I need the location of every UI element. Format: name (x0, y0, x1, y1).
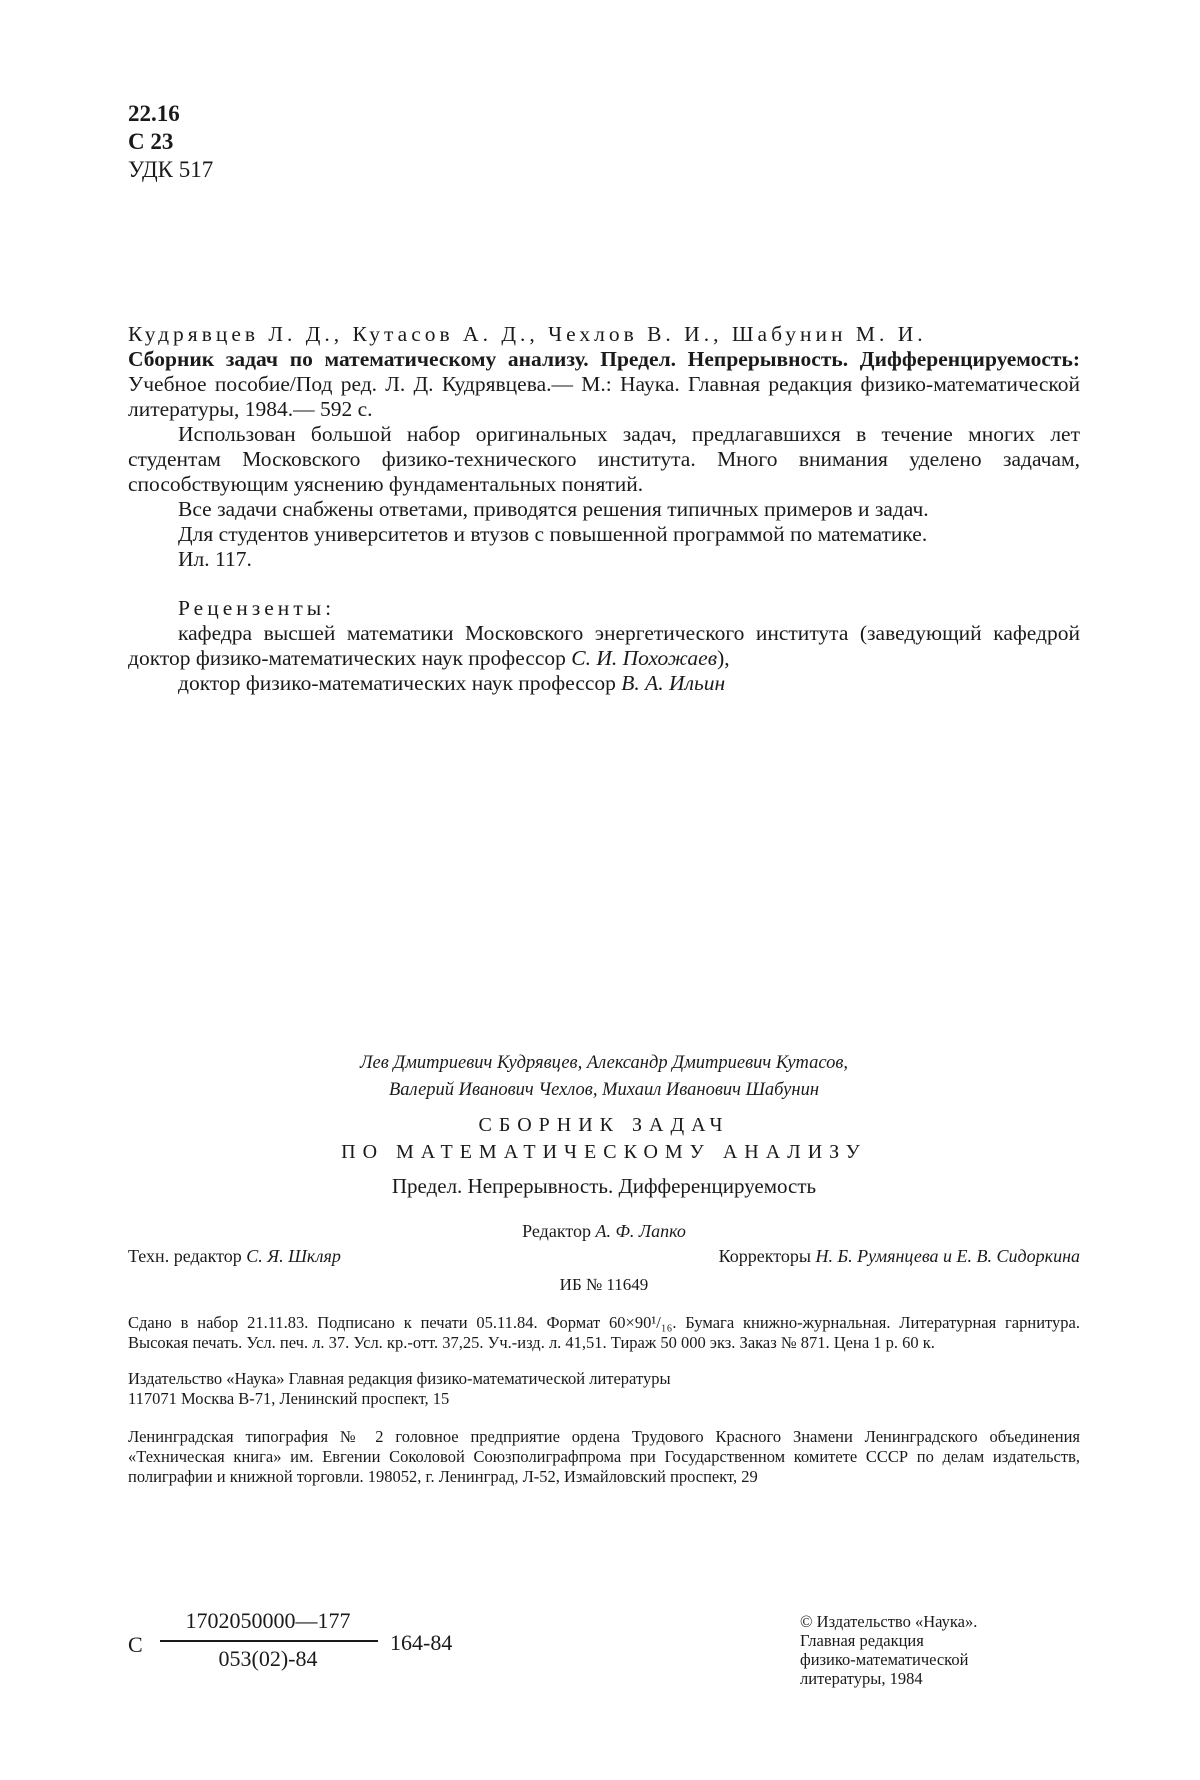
publisher-line: Издательство «Наука» Главная редакция физико-математической литературы (128, 1369, 671, 1388)
publication-info: Учебное пособие/Под ред. Л. Д. Кудрявцева.— М.: Наука. Главная редакция физико-математической литературы, 1984.— 592 с. (128, 372, 1080, 421)
copyright-line: литературы, 1984 (800, 1669, 923, 1688)
colophon-authors (128, 1050, 1080, 1104)
formula-denominator: 053(02)-84 (218, 1646, 318, 1671)
correctors-label: Корректоры (718, 1246, 816, 1266)
reviewers-heading: Рецензенты: (178, 596, 336, 620)
correctors-names: Н. Б. Румянцева и Е. В. Сидоркина (815, 1246, 1080, 1266)
colophon (128, 1050, 1080, 1487)
reviewer-item (128, 671, 1080, 696)
authors-line: Валерий Иванович Чехлов, Михаил Иванович Шабунин (389, 1080, 819, 1100)
bibliographic-block (128, 322, 1080, 696)
reviewer-item (128, 621, 1080, 671)
print-data: Сдано в набор 21.11.83. Подписано к печати 05.11.84. Формат 60×90¹/₁₆. Бумага книжно-журнальная. Литературная гарнитура. Высокая печать. Усл. печ. л. 37. Усл. кр.-отт. 37,25. Уч.-изд. л. 41,51. Тираж 50 000 экз. Заказ № 871. Цена 1 р. 60 к. (128, 1313, 1080, 1352)
formula-letter: С (128, 1632, 143, 1657)
abstract-paragraph: Для студентов университетов и втузов с повышенной программой по математике. (178, 522, 928, 546)
reviewer-name: В. А. Ильин (621, 671, 726, 695)
copyright-block (800, 1612, 1100, 1688)
fraction-line (160, 1640, 378, 1642)
authors-line: Лев Дмитриевич Кудрявцев, Александр Дмитриевич Кутасов, (359, 1053, 849, 1073)
copyright-line: © Издательство «Наука». (800, 1612, 978, 1631)
editor-name: А. Ф. Лапко (595, 1221, 686, 1241)
abstract-paragraph: Все задачи снабжены ответами, приводятся решения типичных примеров и задач. (178, 497, 929, 521)
author-mark: С 23 (128, 129, 174, 154)
tech-editor-name: С. Я. Шкляр (246, 1246, 341, 1266)
formula-side: 164-84 (390, 1630, 453, 1655)
correctors (719, 1246, 1080, 1267)
reviewer-end: ), (717, 646, 730, 670)
reviewer-name: С. И. Похожаев (571, 646, 718, 670)
authors-list: Кудрявцев Л. Д., Кутасов А. Д., Чехлов В. И., Шабунин М. И. (128, 322, 927, 346)
tech-editor-label: Техн. редактор (128, 1246, 247, 1266)
copyright-line: физико-математической (800, 1650, 969, 1669)
colophon-title (128, 1112, 1080, 1166)
title-line: СБОРНИК ЗАДАЧ (478, 1114, 730, 1136)
tech-editor-correctors-row (128, 1246, 1080, 1267)
publisher-info (128, 1369, 1080, 1409)
illustrations-count: Ил. 117. (178, 547, 252, 571)
formula-numerator: 1702050000—177 (185, 1608, 351, 1633)
abstract-paragraph: Использован большой набор оригинальных задач, предлагавшихся в течение многих лет студентам Московского физико-технического института. Много внимания уделено задачам, способствующим уяснению фундаментальных понятий. (128, 422, 1080, 496)
copyright-line: Главная редакция (800, 1631, 924, 1650)
udc-code: УДК 517 (128, 157, 214, 182)
publisher-address: 117071 Москва В-71, Ленинский проспект, 15 (128, 1389, 450, 1408)
bibliographic-entry (128, 322, 1080, 422)
reviewer-text: кафедра высшей математики Московского энергетического института (заведующий кафедрой доктор физико-математических наук профессор (128, 621, 1080, 670)
colophon-subtitle: Предел. Непрерывность. Дифференцируемость (391, 1174, 817, 1198)
classification-codes (128, 100, 213, 184)
reviewer-text: доктор физико-математических наук профессор (178, 671, 622, 695)
ib-number: ИБ № 11649 (559, 1275, 649, 1294)
editor-label: Редактор (522, 1221, 596, 1241)
tech-editor (128, 1246, 341, 1267)
editor-line (128, 1221, 1080, 1242)
bbk-code: 22.16 (128, 101, 180, 126)
book-title: Сборник задач по математическому анализу. Предел. Непрерывность. Дифференцируемость: (128, 347, 1080, 371)
catalog-formula (128, 1608, 488, 1680)
title-line: ПО МАТЕМАТИЧЕСКОМУ АНАЛИЗУ (341, 1141, 867, 1163)
printer-info: Ленинградская типография № 2 головное предприятие ордена Трудового Красного Знамени Ленинградского объединения «Техническая книга» им. Евгении Соколовой Союзполиграфпрома при Государственном комитете СССР по делам издательств, полиграфии и книжной торговли. 198052, г. Ленинград, Л-52, Измайловский проспект, 29 (128, 1427, 1080, 1486)
